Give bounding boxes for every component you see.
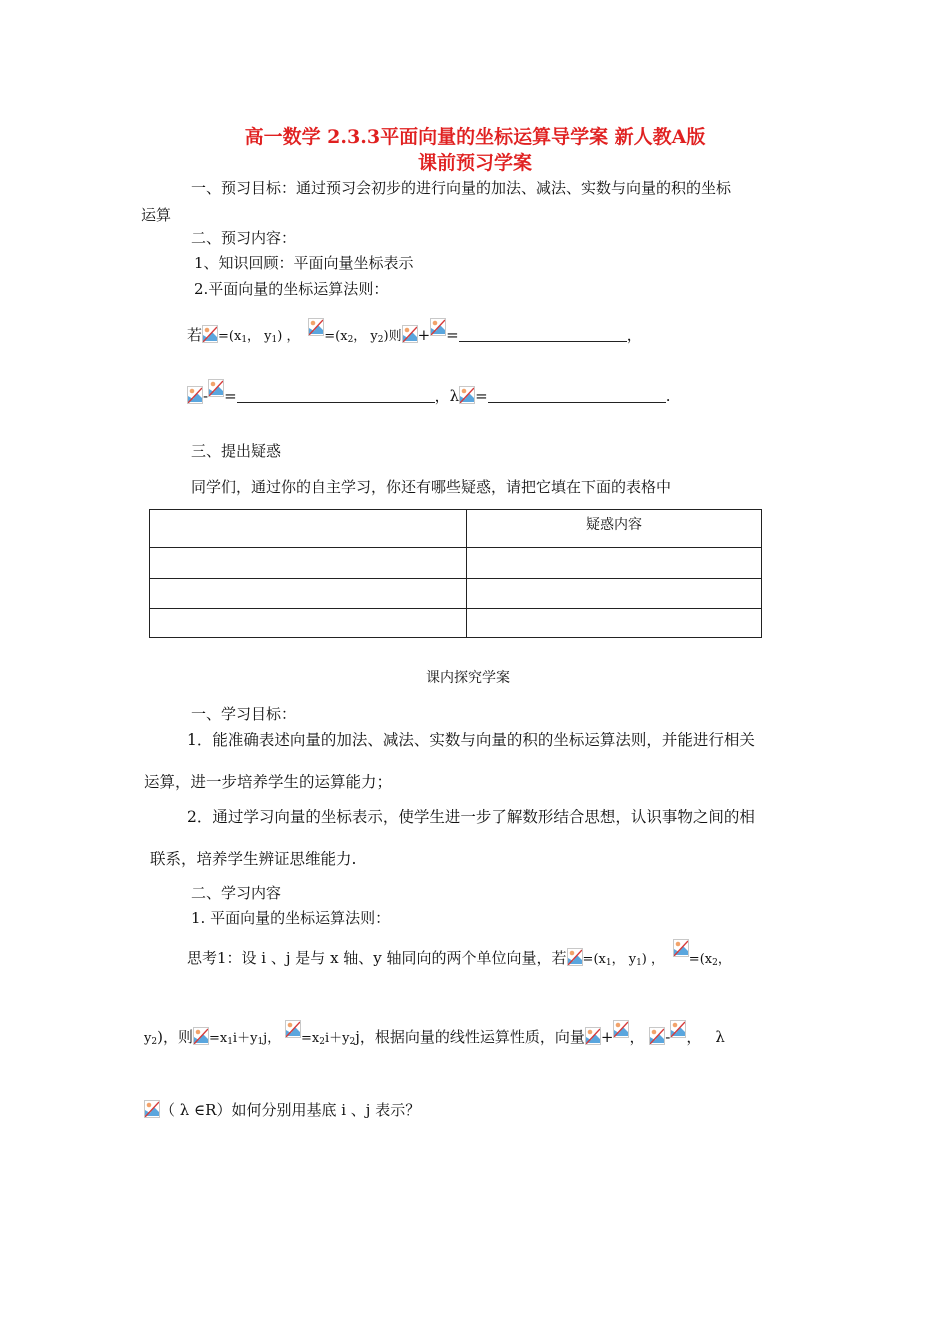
sub: 1: [636, 958, 642, 968]
doubt-heading: 三、提出疑惑: [191, 442, 282, 460]
plus-sign: +: [600, 1028, 614, 1046]
vector-b-image-icon: [208, 379, 224, 397]
sub: 1: [257, 1037, 264, 1047]
table-row: [150, 548, 762, 579]
inclass-title: 课内探究学案: [426, 670, 510, 686]
minus-sign: -: [665, 1028, 671, 1046]
think-line-1: [187, 939, 731, 968]
think-line-3: [144, 1099, 420, 1120]
think-b-open: =(x: [688, 952, 713, 967]
answer-blank-sum[interactable]: [459, 327, 627, 342]
inclass-goal2-line2: 联系，培养学生辨证思维能力.: [150, 850, 357, 868]
table-cell[interactable]: [150, 510, 467, 548]
y-var: y: [144, 1031, 152, 1046]
table-row: [150, 609, 762, 638]
formula-if: 若: [187, 326, 203, 344]
vector-a-image-icon: [187, 386, 203, 404]
table-cell[interactable]: [467, 579, 762, 609]
table-header-row: [150, 510, 762, 548]
table-cell[interactable]: [150, 609, 467, 638]
then-text: )，则: [157, 1028, 193, 1046]
table-cell[interactable]: [150, 579, 467, 609]
preview-goal-line2: 运算: [141, 206, 172, 224]
equals-sign: =: [446, 326, 459, 344]
table-row: [150, 579, 762, 609]
sub: 2: [377, 335, 384, 345]
vector-b-image-icon: [673, 939, 689, 957]
equals-sign: =: [475, 387, 488, 405]
sub: 2: [349, 1037, 356, 1047]
page-subtitle: 课前预习学案: [417, 152, 532, 174]
sub: 2: [347, 335, 354, 345]
vector-b-image-icon: [308, 318, 324, 336]
minus-sign: -: [203, 387, 209, 405]
sub: 2: [319, 1037, 325, 1047]
sub: 1: [227, 1037, 233, 1047]
comma: ，: [626, 326, 642, 344]
preview-content-heading: 二、预习内容：: [191, 229, 297, 247]
equals-sign: =: [224, 387, 237, 405]
formula-line-2: [187, 379, 671, 406]
comma: ，: [717, 952, 731, 967]
vector-a-image-icon: [193, 1027, 209, 1045]
inclass-goal-heading: 一、学习目标：: [191, 705, 297, 723]
vector-a-image-icon: [649, 1027, 665, 1045]
comma: ，: [686, 1028, 702, 1046]
formula-b-mid: ， y: [353, 329, 378, 344]
doubt-table: [149, 509, 762, 638]
sub: 1: [605, 958, 612, 968]
a-expr-3: j，: [263, 1031, 281, 1046]
think-a-end: ) ，: [641, 952, 665, 967]
vector-a-image-icon: [459, 386, 475, 404]
comma: ，: [629, 1028, 645, 1046]
sub: 1: [241, 335, 248, 345]
vector-a-image-icon: [585, 1027, 601, 1045]
lambda: λ: [715, 1028, 725, 1046]
formula-b-open: =(x: [324, 329, 348, 344]
formula-b-end: )则: [383, 329, 402, 344]
vector-a-image-icon: [144, 1100, 160, 1118]
vector-b-image-icon: [670, 1020, 686, 1038]
answer-blank-scalar[interactable]: [488, 388, 666, 403]
vector-a-image-icon: [202, 325, 218, 343]
vector-a-image-icon: [567, 948, 583, 966]
lambda-comma: ，λ: [434, 387, 460, 405]
sub: 2: [712, 958, 718, 968]
page-title: 高一数学 2.3.3平面向量的坐标运算导学案 新人教A版: [244, 126, 706, 148]
think-text: 思考1：设 i 、j 是与 x 轴、y 轴同向的两个单位向量，若: [187, 949, 567, 967]
inclass-goal1-line2: 运算，进一步培养学生的运算能力；: [144, 773, 393, 791]
table-cell[interactable]: [467, 609, 762, 638]
table-cell[interactable]: [467, 548, 762, 579]
think-line-2: [144, 1020, 725, 1047]
vector-b-image-icon: [613, 1020, 629, 1038]
sub: 1: [271, 335, 278, 345]
inclass-item1: 1. 平面向量的坐标运算法则：: [191, 909, 391, 927]
table-cell[interactable]: [150, 548, 467, 579]
period: .: [665, 387, 671, 405]
a-expr-2: i＋y: [232, 1031, 258, 1046]
vector-b-image-icon: [285, 1020, 301, 1038]
plus-sign: +: [417, 326, 431, 344]
a-expr-1: =x: [208, 1031, 228, 1046]
inclass-goal2-line1: 2．通过学习向量的坐标表示，使学生进一步了解数形结合思想，认识事物之间的相: [187, 808, 755, 826]
preview-item2: 2.平面向量的坐标运算法则：: [194, 280, 389, 298]
doubt-text: 同学们，通过你的自主学习，你还有哪些疑惑，请把它填在下面的表格中: [191, 478, 672, 496]
formula-line-1: [187, 318, 642, 345]
vector-a-image-icon: [402, 325, 418, 343]
answer-blank-difference[interactable]: [237, 388, 435, 403]
inclass-goal1-line1: 1．能准确表述向量的加法、减法、实数与向量的积的坐标运算法则，并能进行相关: [187, 731, 755, 749]
b-expr-3: j，根据向量的线性运算性质，向量: [355, 1028, 585, 1046]
formula-a-open: =(x: [218, 329, 242, 344]
think-a-mid: ， y: [611, 952, 637, 967]
table-header-doubt-content: 疑惑内容: [467, 510, 762, 548]
think-question: （ λ ∈R）如何分别用基底 i 、j 表示？: [160, 1101, 421, 1119]
preview-goal-line1: 一、预习目标：通过预习会初步的进行向量的加法、减法、实数与向量的积的坐标: [191, 179, 732, 197]
preview-item1: 1、知识回顾：平面向量坐标表示: [194, 254, 414, 272]
think-a-open: =(x: [582, 952, 606, 967]
b-expr-1: =x: [300, 1031, 320, 1046]
formula-a-mid: ， y: [247, 329, 272, 344]
b-expr-2: i＋y: [324, 1031, 350, 1046]
formula-a-end: ) ，: [277, 329, 300, 344]
sub: 2: [151, 1037, 158, 1047]
vector-b-image-icon: [430, 318, 446, 336]
inclass-content-heading: 二、学习内容: [191, 884, 282, 902]
